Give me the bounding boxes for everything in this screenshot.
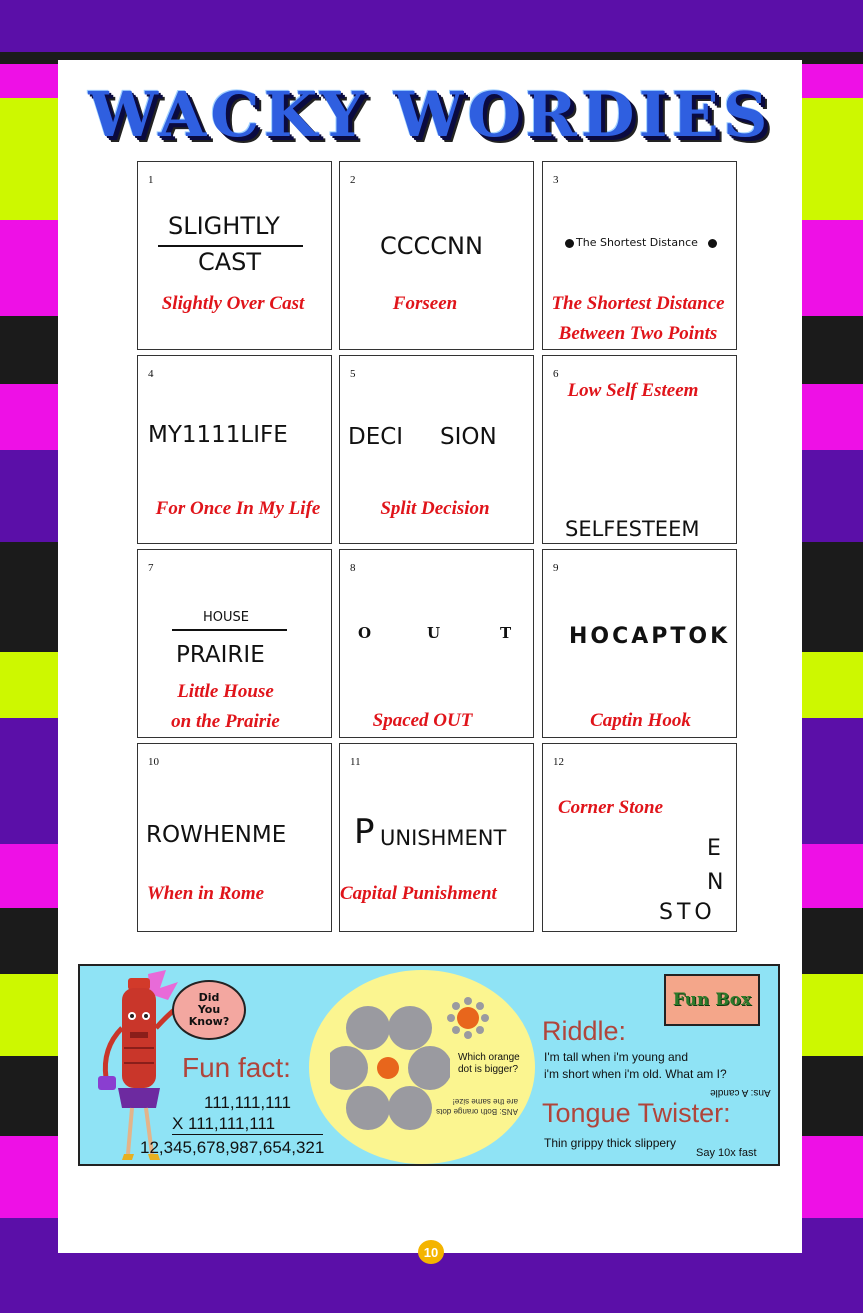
illusion-answer: ANS: Both orange dots are the same size! [436, 1097, 518, 1116]
puzzle-cell-8 [339, 549, 534, 738]
puzzle-cell-2 [339, 161, 534, 350]
dot-icon [708, 239, 717, 248]
puzzle-text-bottom: CAST [198, 248, 262, 276]
puzzle-text-capital: P [354, 812, 375, 852]
fun-box-panel [78, 964, 780, 1166]
puzzle-text: HOCAPTOK [569, 624, 731, 649]
puzzle-answer: Low Self Esteem [567, 380, 699, 401]
puzzle-number: 12 [553, 756, 564, 768]
page-number-badge [418, 1240, 444, 1264]
math-result: 12,345,678,987,654,321 [140, 1138, 325, 1157]
puzzle-answer: For Once In My Life [155, 498, 321, 519]
puzzle-number: 9 [553, 562, 559, 574]
puzzle-cell-5 [339, 355, 534, 544]
corner-letters-bottom: STO [659, 900, 716, 925]
puzzle-answer-line1: Little House [177, 681, 274, 702]
tongue-twister-text: Thin grippy thick slippery [544, 1136, 677, 1150]
puzzle-number: 2 [350, 174, 356, 186]
corner-letter: N [707, 870, 724, 895]
puzzle-text-left: DECI [348, 424, 404, 450]
did-you-know-bubble [172, 980, 246, 1040]
math-line-2: X 111,111,111 [172, 1114, 323, 1135]
puzzle-answer: Capital Punishment [340, 883, 497, 904]
riddle-line-1: I'm tall when i'm young and [544, 1050, 688, 1064]
spaced-letter: T [500, 624, 512, 642]
puzzle-answer: When in Rome [146, 883, 265, 904]
riddle-title: Riddle: [542, 1016, 627, 1046]
puzzle-text-top: SLIGHTLY [168, 212, 280, 240]
puzzle-answer-line2: on the Prairie [171, 711, 280, 732]
bubble-text: Did You Know? [188, 991, 230, 1028]
puzzle-number: 5 [350, 368, 356, 380]
puzzle-number: 1 [148, 174, 154, 186]
puzzle-answer: Captin Hook [590, 710, 691, 731]
puzzle-text: CCCCNN [380, 232, 483, 260]
math-line-1: 111,111,111 [204, 1093, 291, 1112]
puzzle-cell-12 [542, 743, 737, 932]
puzzle-text: The Shortest Distance [576, 236, 698, 249]
page-number: 10 [423, 1244, 439, 1260]
fun-box-badge-label: Fun Box [672, 990, 752, 1010]
tongue-twister-title: Tongue Twister: [542, 1098, 731, 1128]
puzzle-cell-11 [339, 743, 534, 932]
riddle-answer: Ans: A candle [710, 1087, 771, 1098]
puzzle-answer: Forseen [392, 293, 458, 314]
puzzle-cell-10 [137, 743, 332, 932]
small-orange-dot-illusion [446, 996, 490, 1040]
puzzle-text-bottom: PRAIRIE [176, 642, 265, 668]
fun-box-badge [664, 974, 760, 1026]
corner-letter: E [707, 836, 721, 861]
puzzle-number: 3 [553, 174, 559, 186]
riddle-line-2: i'm short when i'm old. What am I? [544, 1067, 727, 1081]
page-title: WACKY WORDIES [88, 78, 772, 151]
puzzle-cell-1 [137, 161, 332, 350]
spaced-letter: O [358, 624, 372, 642]
puzzle-cell-7 [137, 549, 332, 738]
puzzle-answer: Corner Stone [557, 797, 664, 818]
puzzle-cell-3 [542, 161, 737, 350]
puzzle-text-right: SION [440, 424, 497, 450]
puzzle-text: ROWHENME [146, 822, 287, 848]
fraction-line [158, 245, 303, 247]
puzzle-number: 11 [350, 756, 361, 768]
puzzle-answer-line2: Between Two Points [558, 323, 718, 344]
puzzle-cell-9 [542, 549, 737, 738]
dot-icon [565, 239, 574, 248]
puzzle-answer: Slightly Over Cast [161, 293, 305, 314]
puzzle-cell-6 [542, 355, 737, 544]
puzzle-answer: Spaced OUT [372, 710, 473, 731]
puzzle-answer-line1: The Shortest Distance [551, 293, 725, 314]
puzzle-text-rest: UNISHMENT [380, 826, 507, 850]
puzzle-cell-4 [137, 355, 332, 544]
spaced-letter: U [427, 624, 441, 642]
puzzle-text-top: HOUSE [203, 610, 249, 625]
fun-fact-title: Fun fact: [182, 1052, 291, 1083]
puzzle-text: SELFESTEEM [565, 517, 700, 541]
puzzle-number: 8 [350, 562, 356, 574]
puzzle-number: 10 [148, 756, 159, 768]
puzzle-number: 6 [553, 368, 559, 380]
fraction-line [172, 629, 287, 631]
tongue-twister-note: Say 10x fast [696, 1147, 757, 1159]
puzzle-answer: Split Decision [380, 498, 490, 519]
illusion-question: Which orange dot is bigger? [458, 1052, 520, 1075]
puzzle-text: MY1111LIFE [148, 422, 288, 448]
puzzle-number: 4 [148, 368, 154, 380]
puzzle-number: 7 [148, 562, 154, 574]
